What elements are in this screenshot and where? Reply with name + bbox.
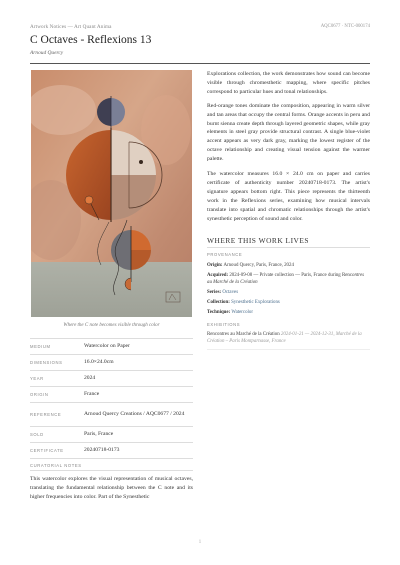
curatorial-notes-text: This watercolor explores the visual representation of musical octaves, translating the fundamental relationship between the C note and its higher frequencies into color. Part of the Synesthetic	[30, 476, 193, 500]
provenance-list	[207, 262, 370, 319]
lives-divider	[207, 247, 370, 248]
detail-label: REFERENCE	[30, 403, 84, 427]
artwork-image	[31, 70, 192, 317]
header-reference: AQC0677 · NTC-000174	[320, 24, 370, 29]
exhibitions-heading: EXHIBITIONS	[207, 322, 241, 327]
collection-link[interactable]: Synesthetic Explorations	[231, 300, 280, 305]
detail-label: YEAR	[30, 371, 84, 387]
provenance-origin	[207, 262, 370, 269]
page-header	[30, 24, 370, 34]
detail-label: DIMENSIONS	[30, 355, 84, 371]
artwork-details-table	[30, 338, 193, 459]
description-column	[207, 70, 370, 230]
detail-label: SOLD	[30, 427, 84, 443]
exhibition-name: Rencontres au Marché de la Création	[207, 332, 280, 337]
detail-row	[30, 443, 193, 459]
detail-value: Arnoud Quercy Creations / AQC0677 / 2024	[84, 403, 193, 427]
technique-link[interactable]: Watercolor	[231, 310, 253, 315]
provenance-acquired-label: Acquired:	[207, 273, 229, 278]
description-paragraph: The watercolor measures 16.0 × 24.0 cm on paper and carries certificate of authenticity number 20240718-0173. The artist's signature appears bottom right. This piece represents the thirteenth work in the Reflexions series, examining how musical intervals translate into spatial and chromatic relationships through the artist's synesthetic perception of sound and color.	[207, 171, 370, 222]
provenance-origin-label: Origin:	[207, 263, 223, 268]
detail-value: 2024	[84, 371, 193, 387]
detail-value: France	[84, 387, 193, 403]
detail-value: 20240718-0173	[84, 443, 193, 459]
exhibitions-divider	[207, 349, 370, 350]
description-paragraph: Red-orange tones dominate the composition, appearing in warm silver and tan areas that occupy the central forms. Orange accents in peru and burnt sienna create depth through layered geometric shapes, while gray elements in steel gray provide structural contrast. A single blue-violet accent appears as very dark gray, marking the lowest register of the octave relationship and creating visual tension against the warmer palette.	[207, 102, 370, 163]
detail-row	[30, 355, 193, 371]
provenance-technique	[207, 309, 370, 316]
curatorial-notes-heading: CURATORIAL NOTES	[30, 463, 82, 468]
detail-row	[30, 427, 193, 443]
provenance-collection-label: Collection:	[207, 300, 230, 305]
description-paragraph: Explorations collection, the work demonstrates how sound can become visible through chromesthetic mapping, where specific pitches correspond to particular hues and tonal relationships.	[207, 71, 370, 95]
page-number: 1	[198, 540, 202, 545]
detail-label: MEDIUM	[30, 339, 84, 355]
detail-value: Paris, France	[84, 427, 193, 443]
detail-row	[30, 371, 193, 387]
provenance-acquired-event: ontres au Marché de la Création	[207, 273, 365, 285]
provenance-collection	[207, 299, 370, 306]
header-left-text: Artwork Notices — Art Quant Anima	[30, 24, 112, 30]
detail-row	[30, 403, 193, 427]
where-this-work-lives-heading: WHERE THIS WORK LIVES	[207, 236, 309, 245]
provenance-origin-value: Arnoud Quercy, Paris, France, 2024	[223, 263, 294, 268]
provenance-technique-label: Technique:	[207, 310, 231, 315]
provenance-series-label: Series:	[207, 290, 222, 295]
detail-row	[30, 339, 193, 355]
series-link[interactable]: Octaves	[222, 290, 239, 295]
detail-label: ORIGIN	[30, 387, 84, 403]
provenance-series	[207, 289, 370, 296]
provenance-acquired-value: 2024-09-08 — Private collection — Paris, France during Renc	[229, 273, 352, 278]
header-divider	[30, 63, 370, 64]
detail-row	[30, 387, 193, 403]
detail-value: Watercolor on Paper	[84, 339, 193, 355]
artwork-caption: Where the C note becomes visible through color	[63, 323, 160, 328]
provenance-acquired	[207, 272, 370, 286]
provenance-heading: PROVENANCE	[207, 252, 243, 257]
exhibition-detail: 2024-01-21 — 2024-12-31, Marché de la Création – Paris Montparnasse, France	[207, 332, 362, 344]
exhibition-entry	[207, 332, 370, 345]
detail-label: CERTIFICATE	[30, 443, 84, 459]
artwork-title: C Octaves - Reflexions 13	[30, 34, 152, 46]
curatorial-divider	[30, 470, 193, 471]
detail-value: 16.0×24.0cm	[84, 355, 193, 371]
artist-name: Arnoud Quercy	[30, 50, 64, 56]
